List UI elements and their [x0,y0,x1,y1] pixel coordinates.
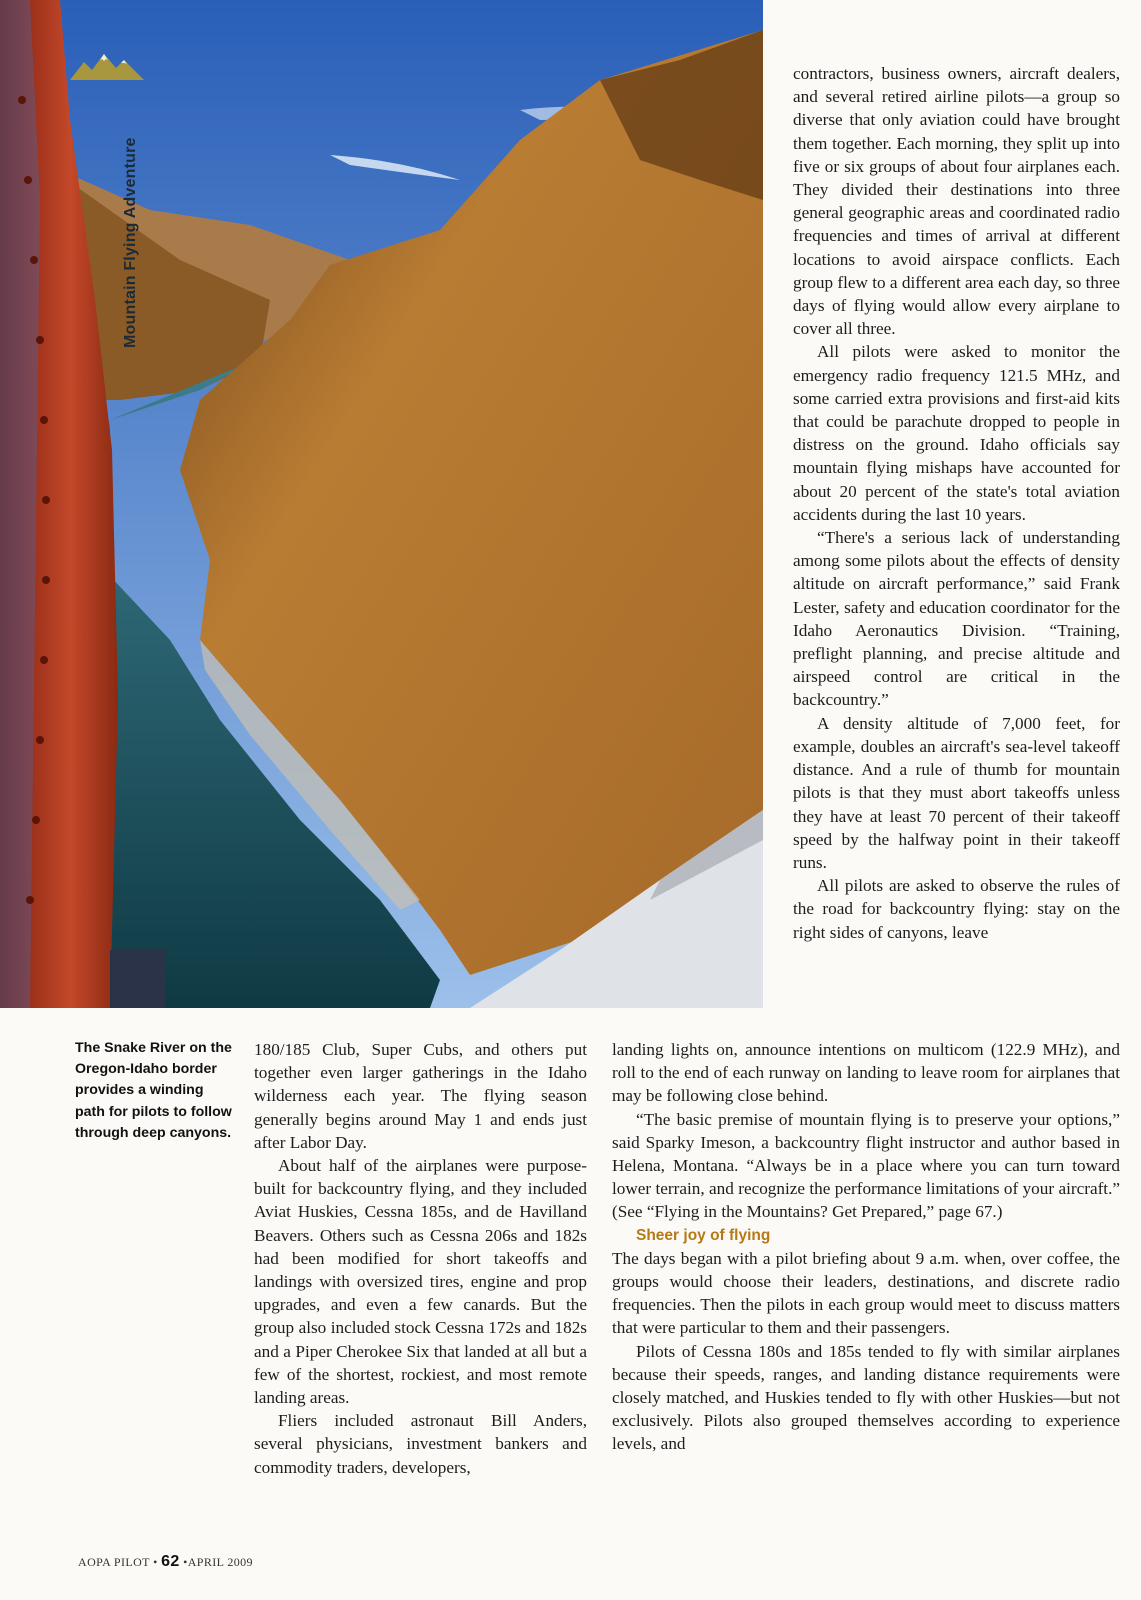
paragraph: contractors, business owners, aircraft dealers, and several retired airline pilots—a group so diverse that only aviation could have brought them together. Each morning, they split up into five or six groups of about four airplanes each. They divided their destinations into three general geographic areas and coordinated radio frequencies and times of arrival at different locations to avoid airspace conflicts. Each group flew to a different area each day, so three days of flying would allow every airplane to cover all three. [793,64,1120,339]
folio-separator: • [183,1555,188,1569]
paragraph: “The basic premise of mountain flying is to preserve your options,” said Sparky Imeson, a backcountry flight instructor and author based in Helena, Montana. “Always be in a place where you can turn toward lower terrain, and recognize the performance limitations of your aircraft.” (See “Flying in the Mountains? Get Prepared,” page 67.) [612,1109,1120,1222]
photo-caption: The Snake River on the Oregon-Idaho border provides a winding path for pilots to follow through deep canyons. [75,1040,232,1141]
paragraph: A density altitude of 7,000 feet, for example, doubles an aircraft's sea-level takeoff distance. And a rule of thumb for mountain pilots is that they must abort takeoffs unless they have at least 70 percent of their takeoff speed by the halfway point in their takeoff runs. [793,713,1120,872]
paragraph: About half of the airplanes were purpose-built for backcountry flying, and they included Aviat Huskies, Cessna 185s, and de Havilland Beavers. Others such as Cessna 206s and 182s had been modified for short takeoffs and landings with oversized tires, engine and prop upgrades, and even a few canards. But the group also included stock Cessna 172s and 182s and a Piper Cherokee Six that landed at all but a few of the shortest, rockiest, and most remote landing areas. [254,1156,587,1408]
issue-date: APRIL 2009 [187,1555,253,1569]
subhead: Sheer joy of flying [636,1226,771,1244]
body-column-middle [254,1038,587,1479]
paragraph: All pilots were asked to monitor the emergency radio frequency 121.5 MHz, and some carried extra provisions and first-aid kits that could be parachute dropped to people in distress on the ground. Idaho officials say mountain flying mishaps have accounted for about 20 percent of the state's total aviation accidents during the last 10 years. [793,342,1120,524]
paragraph: “There's a serious lack of understanding among some pilots about the effects of density altitude on aircraft performance,” said Frank Lester, safety and education coordinator for the Idaho Aeronautics Division. “Training, preflight planning, and precise altitude and airspeed control are critical in the backcountry.” [793,528,1120,710]
body-column-right-top [793,62,1120,944]
magazine-name: AOPA PILOT [78,1555,150,1569]
mountain-logo-icon [70,52,144,82]
folio [78,1553,253,1571]
paragraph: Pilots of Cessna 180s and 185s tended to fly with similar airplanes because their speeds, ranges, and landing distance requirements were closely matched, and Huskies tended to fly with other Huskies—but not exclusively. Pilots also grouped themselves according to experience levels, and [612,1341,1120,1454]
section-label: Mountain Flying Adventure [122,137,139,348]
paragraph: 180/185 Club, Super Cubs, and others put together even larger gatherings in the Idaho wilderness each year. The flying season generally begins around May 1 and ends just after Labor Day. [254,1040,587,1152]
page-number: 62 [161,1553,180,1570]
paragraph: landing lights on, announce intentions on multicom (122.9 MHz), and roll to the end of each runway on landing to leave room for airplanes that may be following close behind. [612,1040,1120,1106]
paragraph: All pilots are asked to observe the rules of the road for backcountry flying: stay on the right sides of canyons, leave [793,876,1120,942]
folio-separator: • [153,1555,158,1569]
paragraph: Fliers included astronaut Bill Anders, several physicians, investment bankers and commodity traders, developers, [254,1411,587,1477]
body-column-right-bottom [612,1038,1120,1456]
paragraph: The days began with a pilot briefing about 9 a.m. when, over coffee, the groups would choose their leaders, destinations, and discrete radio frequencies. Then the pilots in each group would meet to discuss matters that were particular to them and their passengers. [612,1248,1120,1338]
